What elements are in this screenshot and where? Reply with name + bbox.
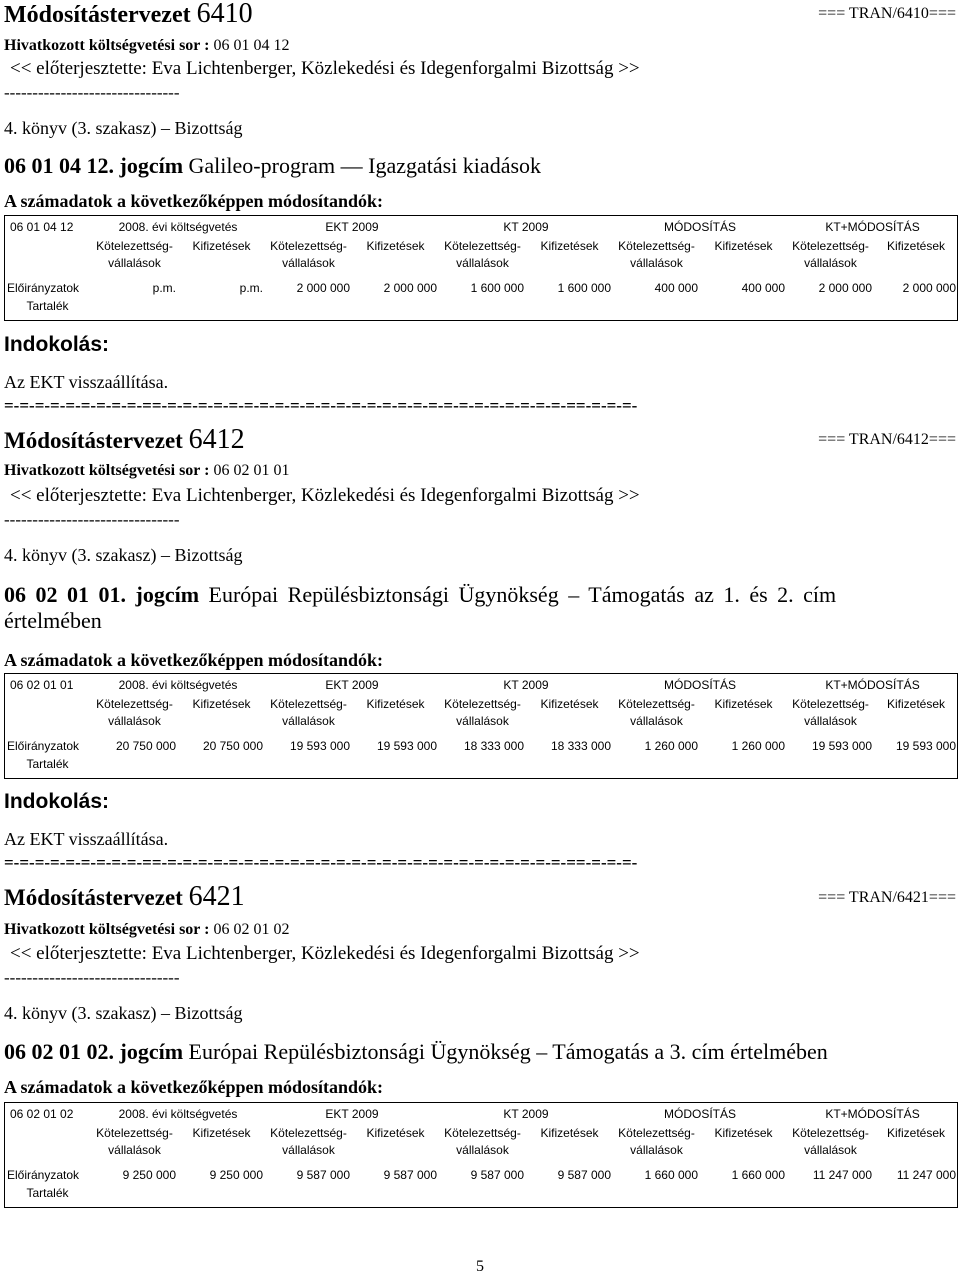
tran-code: === TRAN/6410=== (818, 5, 956, 22)
section-separator: =-=-=-=-=-=-=-=-=-==-=-=-=-=-=-=-=-=-=-=-=-=-=-=-=-=-=-=-=-=-=-=-=-=-=-=-==-=-=-=- (4, 853, 638, 872)
section-separator: =-=-=-=-=-=-=-=-=-==-=-=-=-=-=-=-=-=-=-=-=-=-=-=-=-=-=-=-=-=-=-=-=-=-=-=-==-=-=-=- (4, 396, 638, 415)
header-ktmod: KT+MÓDOSÍTÁS (825, 1107, 920, 1121)
cell-value: 11 247 000 (812, 1168, 873, 1182)
cell-value: 11 247 000 (896, 1168, 957, 1182)
header-mod: MÓDOSÍTÁS (664, 678, 737, 692)
cell-value: 9 587 000 (557, 1168, 611, 1182)
header-kt: KT 2009 (503, 1107, 549, 1121)
col-pay: Kifizetések (366, 239, 425, 253)
cell-value: 20 750 000 (115, 739, 176, 753)
cell-value: 1 600 000 (557, 281, 611, 295)
cell-value: 20 750 000 (202, 739, 263, 753)
author-line: << előterjesztette: Eva Lichtenberger, Közlekedési és Idegenforgalmi Bizottság >> (10, 58, 640, 79)
budget-item-heading (4, 582, 836, 608)
row-label-appropriations: Előirányzatok (7, 281, 80, 295)
budget-item-heading-cont: értelmében (4, 608, 102, 633)
row-label-reserve: Tartalék (26, 299, 69, 313)
col-pay: Kifizetések (192, 697, 251, 711)
header-kt: KT 2009 (503, 678, 549, 692)
cell-value: 2 000 000 (902, 281, 957, 295)
col-commit: Kötelezettség-vállalások (792, 239, 869, 270)
row-label-reserve: Tartalék (26, 1186, 69, 1200)
item-title: Európai Repülésbiztonsági Ügynökség – Támogatás a 3. cím értelmében (188, 1039, 828, 1064)
cell-value: 9 587 000 (296, 1168, 350, 1182)
header-ekt: EKT 2009 (325, 220, 379, 234)
justification-text: Az EKT visszaállítása. (4, 372, 169, 392)
amendment-title (4, 0, 253, 30)
col-commit: Kötelezettség-vállalások (270, 239, 347, 270)
amendment-number: 6412 (188, 424, 245, 455)
reference-label: Hivatkozott költségvetési sor : (4, 37, 210, 54)
col-pay: Kifizetések (540, 697, 599, 711)
figures-table (4, 1103, 958, 1207)
cell-value: 400 000 (741, 281, 786, 295)
header-budget: 2008. évi költségvetés (118, 1107, 238, 1121)
title-prefix: Módosítástervezet (4, 2, 191, 28)
col-commit: Kötelezettség-vállalások (618, 697, 695, 728)
book-line: 4. könyv (3. szakasz) – Bizottság (4, 118, 243, 138)
col-pay: Kifizetések (714, 239, 773, 253)
table-line-code: 06 02 01 02 (10, 1107, 74, 1121)
cell-value: p.m. (152, 281, 176, 295)
header-budget: 2008. évi költségvetés (118, 220, 238, 234)
reference-label: Hivatkozott költségvetési sor : (4, 921, 210, 938)
cell-value: 2 000 000 (383, 281, 437, 295)
col-commit: Kötelezettség-vállalások (792, 1126, 869, 1157)
figures-table (4, 674, 958, 778)
table-line-code: 06 01 04 12 (10, 220, 74, 234)
book-line: 4. könyv (3. szakasz) – Bizottság (4, 545, 243, 565)
col-commit: Kötelezettség-vállalások (270, 1126, 347, 1157)
item-code: 06 02 01 02. jogcím (4, 1039, 184, 1064)
reference-value: 06 02 01 01 (213, 462, 290, 479)
justification-text: Az EKT visszaállítása. (4, 829, 169, 849)
budget-item-heading (4, 153, 541, 179)
justification-heading: Indokolás: (4, 333, 110, 356)
table-line-code: 06 02 01 01 (10, 678, 74, 692)
budget-line-reference (4, 462, 289, 480)
reference-label: Hivatkozott költségvetési sor : (4, 462, 210, 479)
budget-line-reference (4, 921, 289, 939)
cell-value: 2 000 000 (818, 281, 873, 295)
cell-value: 1 660 000 (731, 1168, 786, 1182)
col-pay: Kifizetések (887, 1126, 946, 1140)
dash-divider: ------------------------------- (4, 968, 180, 987)
tran-code: === TRAN/6421=== (818, 889, 956, 906)
cell-value: 2 000 000 (296, 281, 350, 295)
author-line: << előterjesztette: Eva Lichtenberger, Közlekedési és Idegenforgalmi Bizottság >> (10, 485, 640, 506)
row-label-appropriations: Előirányzatok (7, 739, 80, 753)
header-ekt: EKT 2009 (325, 1107, 379, 1121)
cell-value: 9 587 000 (470, 1168, 524, 1182)
dash-divider: ------------------------------- (4, 83, 180, 102)
item-title: Európai Repülésbiztonsági Ügynökség – Támogatás az 1. és 2. cím (208, 582, 837, 607)
cell-value: 18 333 000 (550, 739, 611, 753)
reference-value: 06 01 04 12 (213, 37, 290, 54)
col-commit: Kötelezettség-vállalások (618, 1126, 695, 1157)
cell-value: 9 587 000 (383, 1168, 437, 1182)
cell-value: 9 250 000 (209, 1168, 263, 1182)
cell-value: 18 333 000 (463, 739, 524, 753)
amend-heading: A számadatok a következőképpen módosítandók: (4, 650, 384, 670)
col-commit: Kötelezettség-vállalások (444, 1126, 521, 1157)
cell-value: 19 593 000 (895, 739, 957, 753)
item-code: 06 01 04 12. jogcím (4, 153, 184, 178)
page-number: 5 (476, 1258, 484, 1275)
book-line: 4. könyv (3. szakasz) – Bizottság (4, 1003, 243, 1023)
title-prefix: Módosítástervezet (4, 885, 183, 910)
author-line: << előterjesztette: Eva Lichtenberger, Közlekedési és Idegenforgalmi Bizottság >> (10, 943, 640, 964)
cell-value: 1 260 000 (731, 739, 786, 753)
cell-value: 19 593 000 (376, 739, 437, 753)
col-pay: Kifizetések (540, 239, 599, 253)
justification-heading: Indokolás: (4, 790, 110, 813)
col-commit: Kötelezettség-vállalások (618, 239, 695, 270)
col-pay: Kifizetések (192, 1126, 251, 1140)
reference-value: 06 02 01 02 (213, 921, 290, 938)
amendment-title (4, 424, 245, 456)
col-pay: Kifizetések (887, 697, 946, 711)
row-label-appropriations: Előirányzatok (7, 1168, 80, 1182)
header-kt: KT 2009 (503, 220, 549, 234)
cell-value: 400 000 (654, 281, 698, 295)
cell-value: 19 593 000 (289, 739, 350, 753)
col-pay: Kifizetések (540, 1126, 599, 1140)
col-pay: Kifizetések (192, 239, 251, 253)
amendment-title (4, 881, 245, 913)
amendment-number: 6421 (188, 881, 245, 912)
col-commit: Kötelezettség-vállalások (270, 697, 347, 728)
col-commit: Kötelezettség-vállalások (96, 239, 173, 270)
col-pay: Kifizetések (887, 239, 946, 253)
header-ktmod: KT+MÓDOSÍTÁS (825, 678, 920, 692)
cell-value: 1 260 000 (644, 739, 698, 753)
col-commit: Kötelezettség-vállalások (96, 1126, 173, 1157)
dash-divider: ------------------------------- (4, 510, 180, 529)
cell-value: 19 593 000 (811, 739, 873, 753)
tran-code: === TRAN/6412=== (818, 431, 956, 448)
budget-item-heading (4, 1039, 828, 1065)
amend-heading: A számadatok a következőképpen módosítandók: (4, 1077, 384, 1097)
cell-value: 9 250 000 (122, 1168, 176, 1182)
col-commit: Kötelezettség-vállalások (96, 697, 173, 728)
col-pay: Kifizetések (714, 1126, 773, 1140)
title-prefix: Módosítástervezet (4, 428, 183, 453)
header-mod: MÓDOSÍTÁS (664, 1107, 737, 1121)
col-pay: Kifizetések (714, 697, 773, 711)
item-code: 06 02 01 01. jogcím (4, 582, 200, 607)
col-commit: Kötelezettség-vállalások (444, 697, 521, 728)
col-pay: Kifizetések (366, 1126, 425, 1140)
cell-value: p.m. (239, 281, 263, 295)
header-ktmod: KT+MÓDOSÍTÁS (825, 220, 920, 234)
col-commit: Kötelezettség-vállalások (792, 697, 869, 728)
header-budget: 2008. évi költségvetés (118, 678, 238, 692)
item-title: Galileo-program — Igazgatási kiadások (188, 153, 542, 178)
col-pay: Kifizetések (366, 697, 425, 711)
figures-table (4, 216, 958, 320)
amend-heading: A számadatok a következőképpen módosítandók: (4, 191, 384, 211)
budget-line-reference (4, 37, 289, 55)
header-ekt: EKT 2009 (325, 678, 379, 692)
row-label-reserve: Tartalék (26, 757, 69, 771)
col-commit: Kötelezettség-vállalások (444, 239, 521, 270)
amendment-number: 6410 (196, 0, 253, 29)
header-mod: MÓDOSÍTÁS (664, 220, 737, 234)
cell-value: 1 660 000 (644, 1168, 698, 1182)
cell-value: 1 600 000 (470, 281, 524, 295)
